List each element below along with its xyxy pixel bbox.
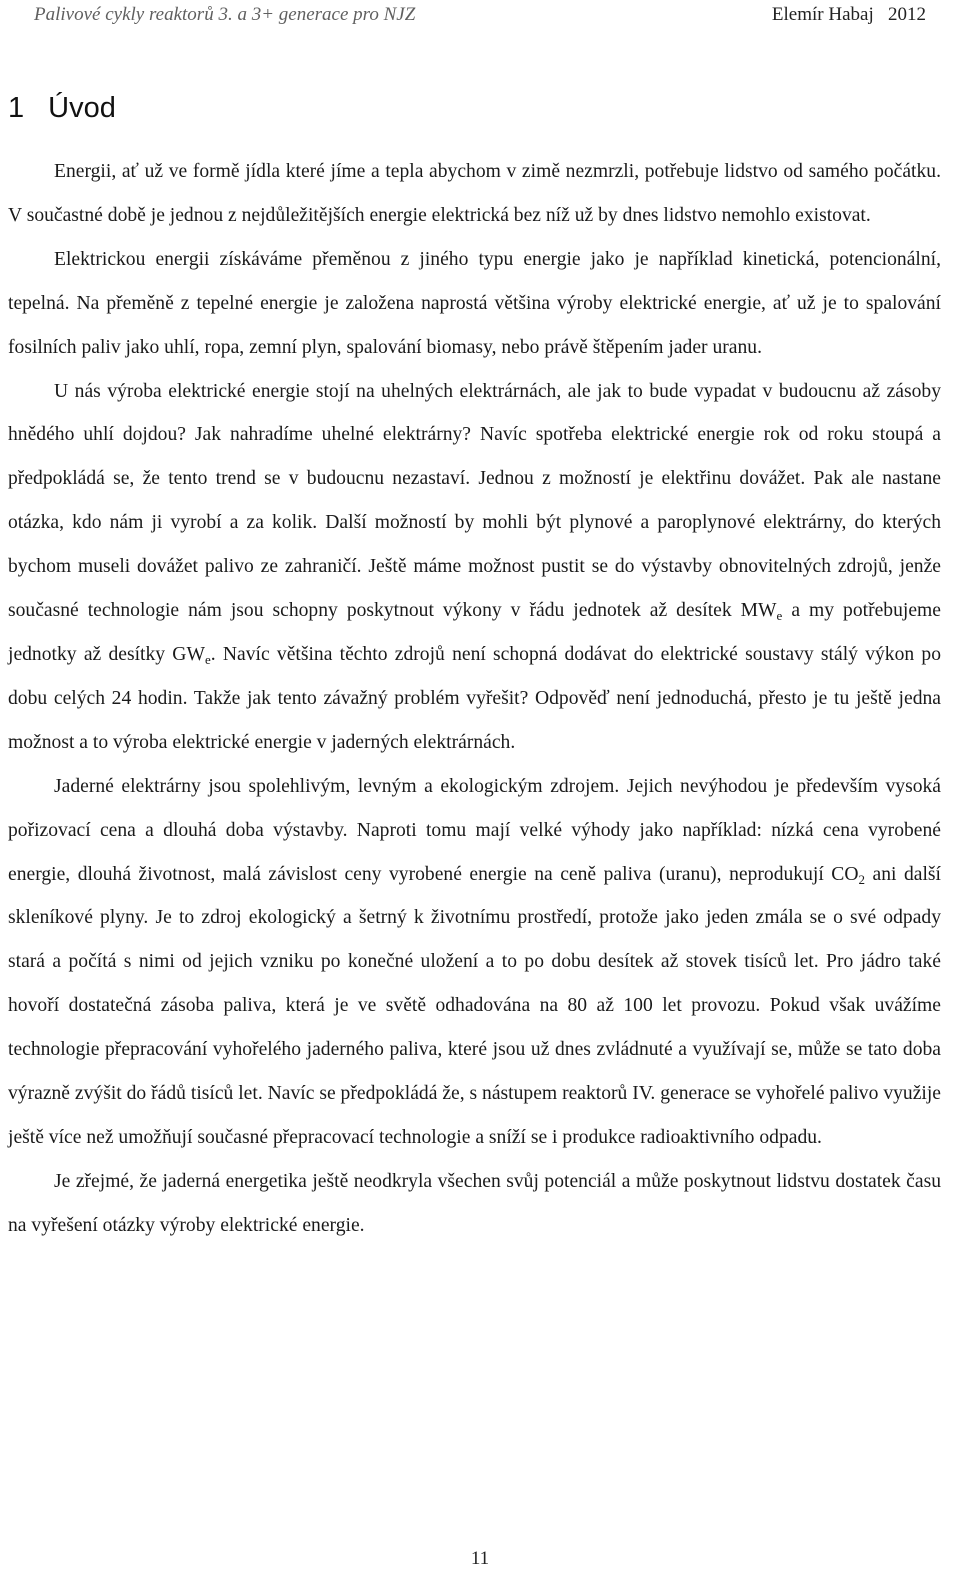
paragraph-3-part-c: . Navíc většina těchto zdrojů není schopná dodávat do elektrické soustavy stálý výkon po dobu celých 24 hodin. Takže jak tento závažný problém vyřešit? Odpověď není jednoduchá, přesto je tu ještě jedna možnost a to výroba elektrické energie v jaderných elektrárnách. <box>8 643 942 753</box>
paragraph-4-part-a: Jaderné elektrárny jsou spolehlivým, levným a ekologickým zdrojem. Jejich nevýhodou je především vysoká pořizovací cena a dlouhá doba výstavby. Naproti tomu mají velké výhody jako například: nízká cena vyrobené energie, dlouhá životnost, malá závislost ceny vyrobené energie na ceně paliva (uranu), neprodukují CO <box>8 775 941 885</box>
page-number: 11 <box>470 1548 490 1569</box>
paragraph-3-part-a: U nás výroba elektrické energie stojí na uhelných elektrárnách, ale jak to bude vypadat v budoucnu až zásoby hnědého uhlí dojdou? Jak nahradíme uhelné elektrárny? Navíc spotřeba elektrické energie rok od roku stoupá a předpokládá se, že tento trend se v budoucnu nezastaví. Jednou z možností je elektřinu dovážet. Pak ale nastane otázka, kdo nám ji vyrobí a za kolik. Další možností by mohli být plynové a paroplynové elektrárny, do kterých bychom museli dovážet palivo ze zahraničí. Ještě máme možnost pustit se do výstavby obnovitelných zdrojů, jenže současné technologie nám jsou schopny poskytnout výkony v řádu jednotek až desítek MW <box>8 380 941 622</box>
header-author: Elemír Habaj <box>771 4 874 25</box>
subscript-2: 2 <box>858 871 866 887</box>
subscript-e-2: e <box>204 651 211 667</box>
paragraph-5: Je zřejmé, že jaderná energetika ještě neodkryla všechen svůj potenciál a může poskytnout lidstvu dostatek času na vyřešení otázky výroby elektrické energie. <box>8 1170 941 1236</box>
chapter-heading <box>8 92 116 125</box>
paragraph-1: Energii, ať už ve formě jídla které jíme a tepla abychom v zimě nezmrzli, potřebuje lidstvo od samého počátku. V součastné době je jednou z nejdůležitějších energie elektrická bez níž už by dnes lidstvo nemohlo existovat. <box>8 161 941 226</box>
paragraph-2: Elektrickou energii získáváme přeměnou z jiného typu energie jako je například kinetická, potencionální, tepelná. Na přeměně z tepelné energie je založena naprostá většina výroby elektrické energie, ať už je to spalování fosilních paliv jako uhlí, ropa, zemní plyn, spalování biomasy, nebo právě štěpením jader uranu. <box>8 248 941 358</box>
header-document-title: Palivové cykly reaktorů 3. a 3+ generace pro NJZ <box>34 4 416 25</box>
header-year: 2012 <box>888 4 926 25</box>
paragraph-4 <box>8 765 941 1160</box>
subscript-e-1: e <box>776 608 783 624</box>
paragraph-3 <box>8 370 941 765</box>
chapter-number: 1 <box>8 92 25 124</box>
body-text <box>8 150 941 1248</box>
running-header <box>0 0 960 30</box>
header-author-year <box>772 4 926 26</box>
paragraph-4-part-b: ani další skleníkové plyny. Je to zdroj ekologický a šetrný k životnímu prostředí, protože jako jeden zmála se o své odpady stará a počítá s nimi od jejich vzniku po konečné uložení a to po dobu desítek až stovek tisíců let. Pro jádro také hovoří dostatečná zásoba paliva, která je ve světě odhadována na 80 až 100 let provozu. Pokud však uvážíme technologie přepracování vyhořelého jaderného paliva, které jsou už dnes zvládnuté a využívají se, může se tato doba výrazně zvýšit do řádů tisíců let. Navíc se předpokládá že, s nástupem reaktorů IV. generace se vyhořelé palivo využije ještě více než umožňují současné přepracovací technologie a sníží se i produkce radioaktivního odpadu. <box>8 863 941 1148</box>
chapter-title: Úvod <box>48 92 116 124</box>
paragraph-3-part-b: a my potřebujeme jednotky až desítky GW <box>8 600 941 665</box>
